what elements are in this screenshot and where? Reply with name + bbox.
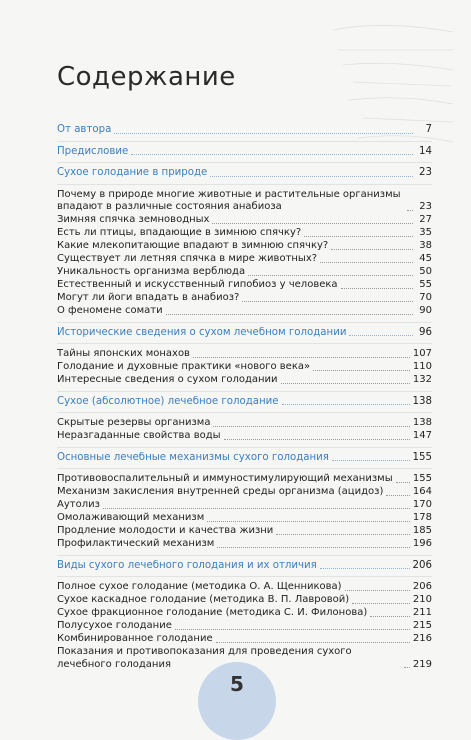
dot-leader (216, 642, 410, 643)
toc-section-title: Предисловие (57, 145, 129, 157)
dot-leader (193, 357, 410, 358)
toc-section[interactable] (57, 327, 432, 340)
toc-entry-title: Существует ли летняя спячка в мире животных? (57, 253, 318, 264)
toc-entry[interactable] (57, 538, 432, 551)
toc-page-number: 55 (419, 279, 432, 290)
toc-entry[interactable] (57, 374, 432, 387)
toc-section[interactable] (57, 167, 432, 180)
dot-leader (352, 603, 410, 604)
toc-section-title: Исторические сведения о сухом лечебном голодании (57, 326, 347, 338)
toc-entry[interactable] (57, 266, 432, 279)
dot-leader (404, 667, 410, 668)
dot-leader (166, 314, 413, 315)
dot-leader (210, 176, 413, 177)
toc-entry[interactable] (57, 189, 432, 214)
toc-entry-title: Неразгаданные свойства воды (57, 430, 221, 441)
toc-entry[interactable] (57, 361, 432, 374)
page-title: Содержание (57, 62, 236, 92)
toc-entry-title: Механизм закисления внутренней среды организма (ацидоз) (57, 486, 384, 497)
toc-entry-title: Почему в природе многие животные и растительные организмы впадают в различные состояния анабиоза (57, 188, 401, 212)
toc-entry[interactable] (57, 417, 432, 430)
toc-entry[interactable] (57, 240, 432, 253)
toc-section-title: Основные лечебные механизмы сухого голодания (57, 451, 329, 463)
toc-entry[interactable] (57, 305, 432, 318)
dot-leader (217, 547, 410, 548)
toc-entry-title: Полусухое голодание (57, 620, 172, 631)
toc-page-number: 215 (412, 620, 432, 631)
toc-page-number: 35 (419, 227, 432, 238)
toc-page-number: 23 (419, 201, 432, 212)
toc-section[interactable] (57, 452, 432, 465)
toc-entry-title: Естественный и искусственный гипобиоз у человека (57, 279, 338, 290)
toc-entry[interactable] (57, 499, 432, 512)
dot-leader (114, 133, 413, 134)
toc-entry[interactable] (57, 214, 432, 227)
toc-entry[interactable] (57, 633, 432, 646)
dot-leader (175, 629, 410, 630)
toc-page-number: 155 (412, 451, 432, 463)
divider (57, 391, 432, 392)
dot-leader (213, 426, 409, 427)
toc-page-number: 45 (419, 253, 432, 264)
dot-leader (396, 482, 410, 483)
toc-entry[interactable] (57, 348, 432, 361)
page-number: 5 (230, 672, 244, 696)
dot-leader (248, 275, 413, 276)
toc-page-number: 132 (412, 374, 432, 385)
divider (57, 184, 432, 185)
toc-page-number: 27 (419, 214, 432, 225)
dot-leader (276, 534, 410, 535)
toc-entry[interactable] (57, 525, 432, 538)
toc-page-number: 23 (419, 167, 432, 178)
dot-leader (320, 568, 410, 569)
toc-entry-title: Продление молодости и качества жизни (57, 525, 274, 536)
divider (57, 343, 432, 344)
dot-leader (313, 370, 410, 371)
toc-entry-title: Противовоспалительный и иммуностимулирующий механизмы (57, 473, 393, 484)
toc-page-number: 164 (412, 486, 432, 497)
toc-entry[interactable] (57, 581, 432, 594)
toc-entry[interactable] (57, 430, 432, 443)
toc-entry-title: Уникальность организма верблюда (57, 266, 246, 277)
toc-entry[interactable] (57, 594, 432, 607)
dot-leader (224, 439, 410, 440)
dot-leader (386, 495, 410, 496)
toc-entry-title: Голодание и духовные практики «нового века» (57, 361, 311, 372)
toc-page-number: 14 (419, 145, 432, 157)
toc-page-number: 219 (412, 658, 432, 670)
toc-section-title: Сухое голодание в природе (57, 167, 208, 178)
dot-leader (320, 262, 413, 263)
toc-page-number: 178 (412, 512, 432, 523)
toc-page-number: 147 (412, 430, 432, 441)
toc-page-number: 90 (419, 305, 432, 316)
divider (57, 576, 432, 577)
toc-section[interactable] (57, 146, 432, 159)
toc-page-number: 206 (412, 581, 432, 592)
toc-page-number: 196 (412, 538, 432, 549)
toc-page-number: 216 (412, 633, 432, 644)
toc-entry-title: Профилактический механизм (57, 538, 215, 549)
divider (57, 412, 432, 413)
toc-page-number: 155 (412, 473, 432, 484)
dot-leader (407, 210, 413, 211)
toc-entry-title: Тайны японских монахов (57, 348, 190, 359)
toc-entry-title: Комбинированное голодание (57, 633, 213, 644)
toc-page-number: 210 (412, 594, 432, 605)
dot-leader (242, 301, 413, 302)
dot-leader (331, 249, 413, 250)
toc-entry-title: Зимняя спячка земноводных (57, 214, 210, 225)
toc-entry-title: Есть ли птицы, впадающие в зимнюю спячку? (57, 227, 302, 238)
toc-entry-title: Скрытые резервы организма (57, 417, 211, 428)
toc-entry[interactable] (57, 607, 432, 620)
toc-section[interactable] (57, 124, 432, 137)
dot-leader (304, 236, 413, 237)
dot-leader (341, 288, 413, 289)
dot-leader (212, 223, 413, 224)
toc-entry[interactable] (57, 279, 432, 292)
toc-section-title: Сухое (абсолютное) лечебное голодание (57, 395, 279, 407)
dot-leader (281, 383, 410, 384)
toc-entry-title: Сухое каскадное голодание (методика В. П. Лавровой) (57, 594, 350, 605)
divider (57, 555, 432, 556)
toc-page-number: 107 (412, 348, 432, 359)
toc-page-number: 70 (419, 292, 432, 303)
toc-entry[interactable] (57, 473, 432, 486)
toc-page-number: 185 (412, 525, 432, 536)
toc-page-number: 96 (419, 326, 432, 338)
toc-entry[interactable] (57, 253, 432, 266)
toc-page-number: 38 (419, 240, 432, 251)
toc-entry[interactable] (57, 512, 432, 525)
toc-entry-title: О феномене сомати (57, 305, 163, 316)
divider (57, 468, 432, 469)
dot-leader (370, 616, 410, 617)
divider (57, 162, 432, 163)
table-of-contents (57, 124, 432, 672)
toc-page-number: 50 (419, 266, 432, 277)
dot-leader (103, 508, 410, 509)
toc-page-number: 211 (412, 607, 432, 618)
toc-entry-title: Омолаживающий механизм (57, 512, 205, 523)
toc-entry[interactable] (57, 486, 432, 499)
toc-entry[interactable] (57, 227, 432, 240)
dot-leader (349, 335, 413, 336)
toc-entry[interactable] (57, 292, 432, 305)
toc-page-number: 138 (412, 417, 432, 428)
toc-entry-title: Полное сухое голодание (методика О. А. Щенникова) (57, 581, 342, 592)
toc-entry-title: Аутолиз (57, 499, 100, 510)
toc-page-number: 138 (412, 395, 432, 407)
divider (57, 141, 432, 142)
dot-leader (332, 460, 410, 461)
toc-entry-title: Сухое фракционное голодание (методика С. И. Филонова) (57, 607, 368, 618)
toc-page-number: 7 (425, 124, 432, 135)
dot-leader (282, 404, 410, 405)
toc-section[interactable] (57, 396, 432, 409)
toc-section-title: От автора (57, 124, 112, 135)
toc-entry-title: Какие млекопитающие впадают в зимнюю спячку? (57, 240, 329, 251)
toc-entry[interactable] (57, 620, 432, 633)
divider (57, 447, 432, 448)
divider (57, 322, 432, 323)
toc-page-number: 170 (412, 499, 432, 510)
dot-leader (345, 590, 410, 591)
toc-entry-title: Интересные сведения о сухом голодании (57, 374, 278, 385)
toc-page-number: 206 (412, 559, 432, 571)
toc-entry-title: Могут ли йоги впадать в анабиоз? (57, 292, 240, 303)
toc-section-title: Виды сухого лечебного голодания и их отличия (57, 559, 317, 571)
dot-leader (131, 154, 413, 155)
toc-section[interactable] (57, 560, 432, 573)
toc-entry-title: Показания и противопоказания для проведения сухого лечебного голодания (57, 646, 352, 670)
dot-leader (207, 521, 410, 522)
toc-page-number: 110 (412, 361, 432, 372)
